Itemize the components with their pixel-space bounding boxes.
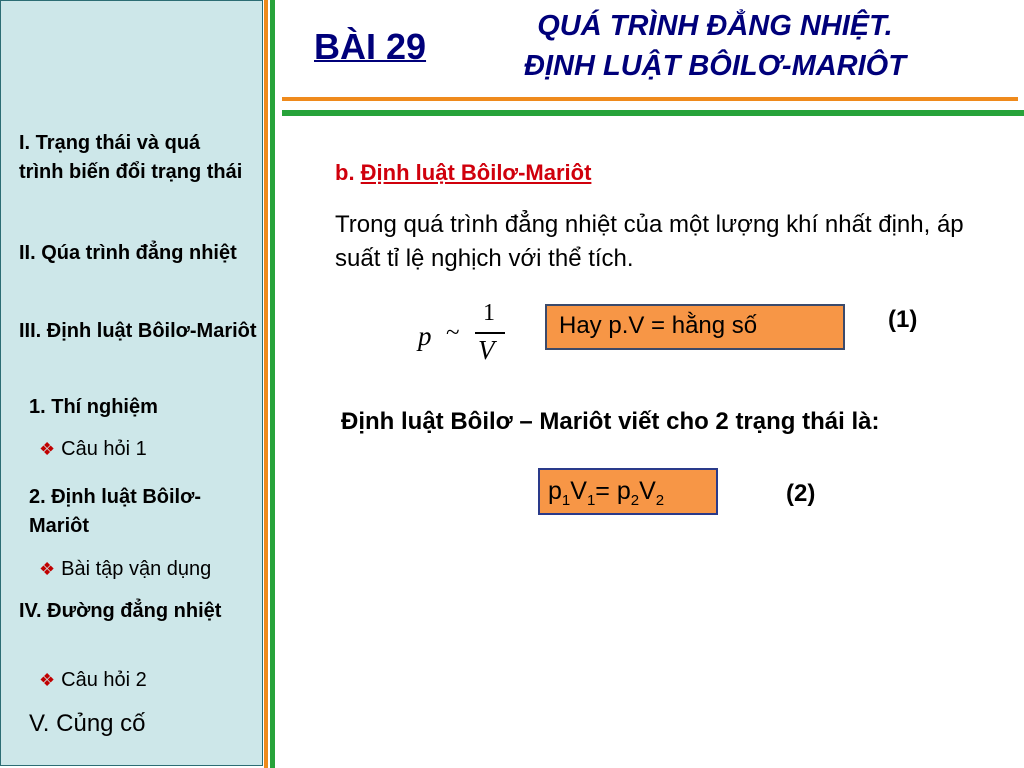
nav-item-label: Bài tập vận dụng — [61, 558, 212, 580]
section-prefix: b. — [335, 160, 361, 185]
eq-sub-1: 1 — [561, 492, 571, 509]
two-state-equation-box — [538, 468, 718, 515]
page-title — [475, 6, 955, 86]
formula-numerator: 1 — [483, 300, 495, 326]
nav-item-thi-nghiem[interactable]: 1. Thí nghiệm — [29, 396, 158, 418]
eq-equals: = — [595, 477, 617, 505]
eq-sub-1b: 1 — [586, 492, 596, 509]
divider-orange-horizontal — [282, 97, 1018, 101]
diamond-bullet-icon: ❖ — [39, 559, 56, 579]
law-paragraph: Trong quá trình đẳng nhiệt của một lượng khí nhất định, áp suất tỉ lệ nghịch với thể tích. — [335, 211, 964, 272]
nav-item-dinh-luat[interactable]: III. Định luật Bôilơ-Mariôt — [19, 320, 257, 342]
nav-item-cau-hoi-2[interactable] — [39, 666, 147, 695]
diamond-bullet-icon: ❖ — [39, 439, 56, 459]
nav-item-bai-tap-van-dung[interactable] — [39, 555, 211, 584]
nav-item-qua-trinh-dang-nhiet[interactable]: II. Qúa trình đẳng nhiệt — [19, 242, 237, 264]
section-heading — [335, 160, 591, 186]
eq-v2: V — [639, 477, 656, 505]
diamond-bullet-icon: ❖ — [39, 670, 56, 690]
equation-number-1: (1) — [888, 306, 918, 333]
eq-v1: V — [570, 477, 587, 505]
nav-item-label: Câu hỏi 2 — [61, 669, 147, 691]
formula-tilde: ~ — [446, 319, 460, 346]
title-line-1: QUÁ TRÌNH ĐẲNG NHIỆT. — [537, 10, 893, 42]
divider-green-vertical — [270, 0, 275, 768]
eq-p2: p — [616, 477, 631, 505]
nav-item-dinh-luat-boilo[interactable]: 2. Định luật Bôilơ-Mariôt — [29, 486, 201, 537]
formula-p: p — [418, 321, 432, 351]
nav-item-trang-thai[interactable]: I. Trạng thái và quá trình biến đổi trạng thái — [19, 132, 243, 183]
eq-p1: p — [548, 477, 562, 505]
lesson-number: BÀI 29 — [314, 26, 427, 67]
divider-green-horizontal — [282, 110, 1024, 116]
nav-item-cau-hoi-1[interactable] — [39, 435, 147, 464]
section-heading-text: Định luật Bôilơ-Mariôt — [360, 160, 592, 185]
nav-item-cung-co[interactable]: V. Củng cố — [29, 710, 146, 737]
divider-orange-vertical — [264, 0, 268, 768]
eq-sub-2: 2 — [630, 492, 640, 509]
formula-denominator: V — [478, 335, 495, 365]
fraction-bar — [475, 332, 505, 334]
title-line-2: ĐỊNH LUẬT BÔILƠ-MARIÔT — [524, 50, 906, 82]
equation-number-2: (2) — [786, 480, 816, 507]
nav-item-label: Câu hỏi 1 — [61, 438, 147, 460]
pv-constant-box: Hay p.V = hằng số — [545, 304, 845, 350]
eq-sub-2b: 2 — [655, 492, 665, 509]
sidebar — [0, 0, 263, 766]
nav-item-duong-dang-nhiet[interactable]: IV. Đường đẳng nhiệt — [19, 600, 222, 622]
two-state-statement: Định luật Bôilơ – Mariôt viết cho 2 trạng thái là: — [341, 408, 880, 435]
